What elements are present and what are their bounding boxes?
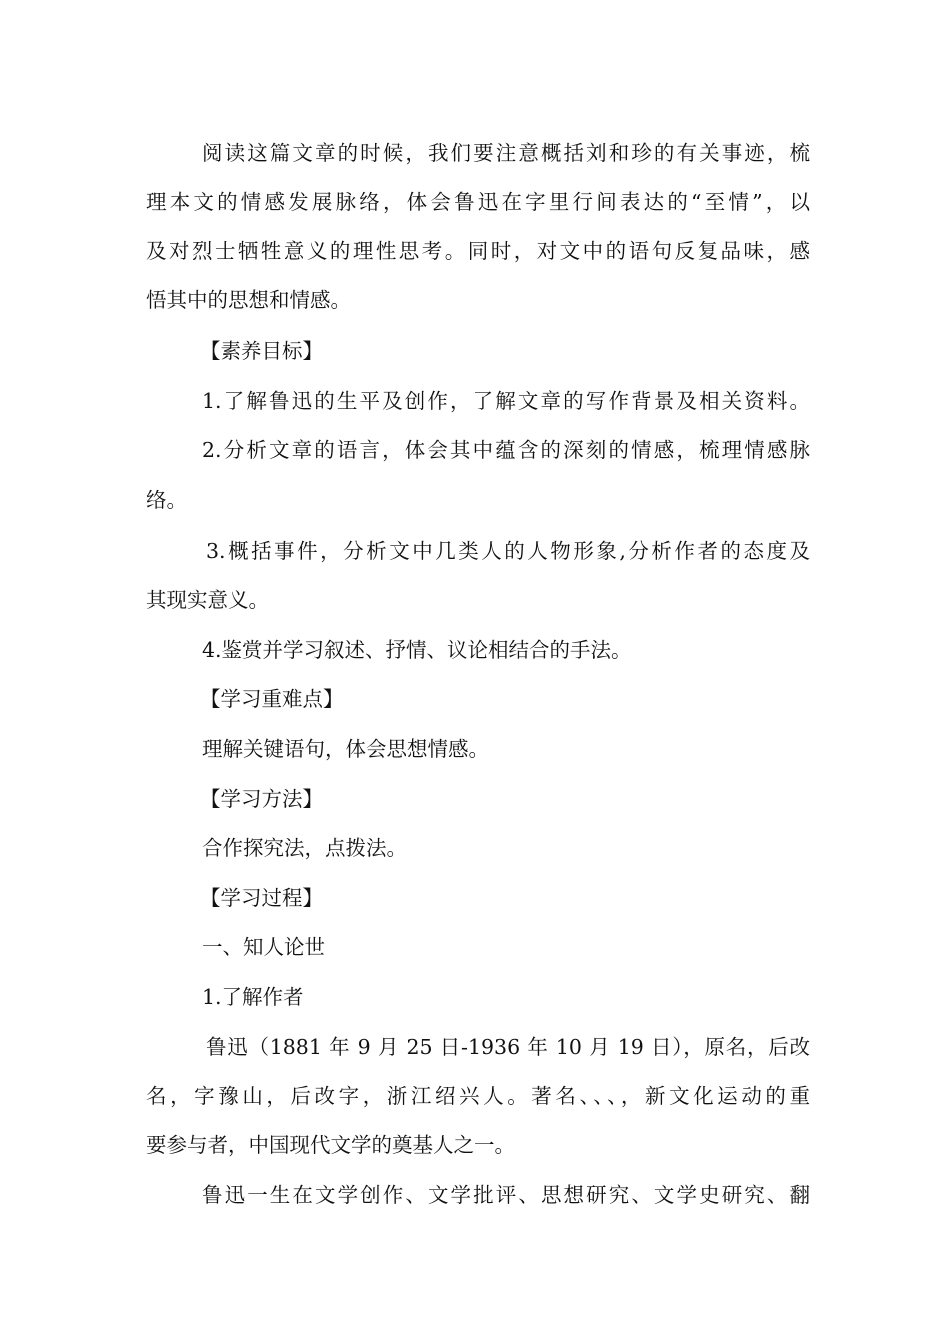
process-heading: 【学习过程】 xyxy=(200,886,323,910)
intro-line-1: 阅读这篇文章的时候，我们要注意概括刘和珍的有关事迹，梳 xyxy=(202,141,810,165)
key-points-heading: 【学习重难点】 xyxy=(200,687,344,711)
goal-item-2-line-2: 络。 xyxy=(146,488,187,512)
career-line-1: 鲁迅一生在文学创作、文学批评、思想研究、文学史研究、翻 xyxy=(202,1183,810,1207)
goals-heading: 【素养目标】 xyxy=(200,339,323,363)
goal-item-2-line-1: 2.分析文章的语言，体会其中蕴含的深刻的情感，梳理情感脉 xyxy=(202,438,810,462)
key-points-text: 理解关键语句，体会思想情感。 xyxy=(202,737,489,761)
intro-line-4: 悟其中的思想和情感。 xyxy=(146,288,351,312)
bio-line-2: 名，字豫山，后改字，浙江绍兴人。著名、、、，新文化运动的重 xyxy=(146,1084,810,1108)
goal-item-3-line-1: 3.概括事件，分析文中几类人的人物形象,分析作者的态度及 xyxy=(206,539,810,563)
bio-line-1: 鲁迅（1881 年 9 月 25 日-1936 年 10 月 19 日），原名，后改 xyxy=(206,1035,810,1059)
goal-item-4: 4.鉴赏并学习叙述、抒情、议论相结合的手法。 xyxy=(202,638,632,662)
section-1-title: 一、知人论世 xyxy=(202,935,325,959)
methods-text: 合作探究法，点拨法。 xyxy=(202,836,407,860)
bio-line-3: 要参与者，中国现代文学的奠基人之一。 xyxy=(146,1133,515,1157)
intro-line-2: 理本文的情感发展脉络，体会鲁迅在字里行间表达的“至情”，以 xyxy=(146,190,810,214)
goal-item-3-line-2: 其现实意义。 xyxy=(146,588,269,612)
intro-line-3: 及对烈士牺牲意义的理性思考。同时，对文中的语句反复品味，感 xyxy=(146,239,810,263)
methods-heading: 【学习方法】 xyxy=(200,787,323,811)
goal-item-1: 1.了解鲁迅的生平及创作，了解文章的写作背景及相关资料。 xyxy=(202,389,810,413)
subsection-1-title: 1.了解作者 xyxy=(202,985,304,1009)
